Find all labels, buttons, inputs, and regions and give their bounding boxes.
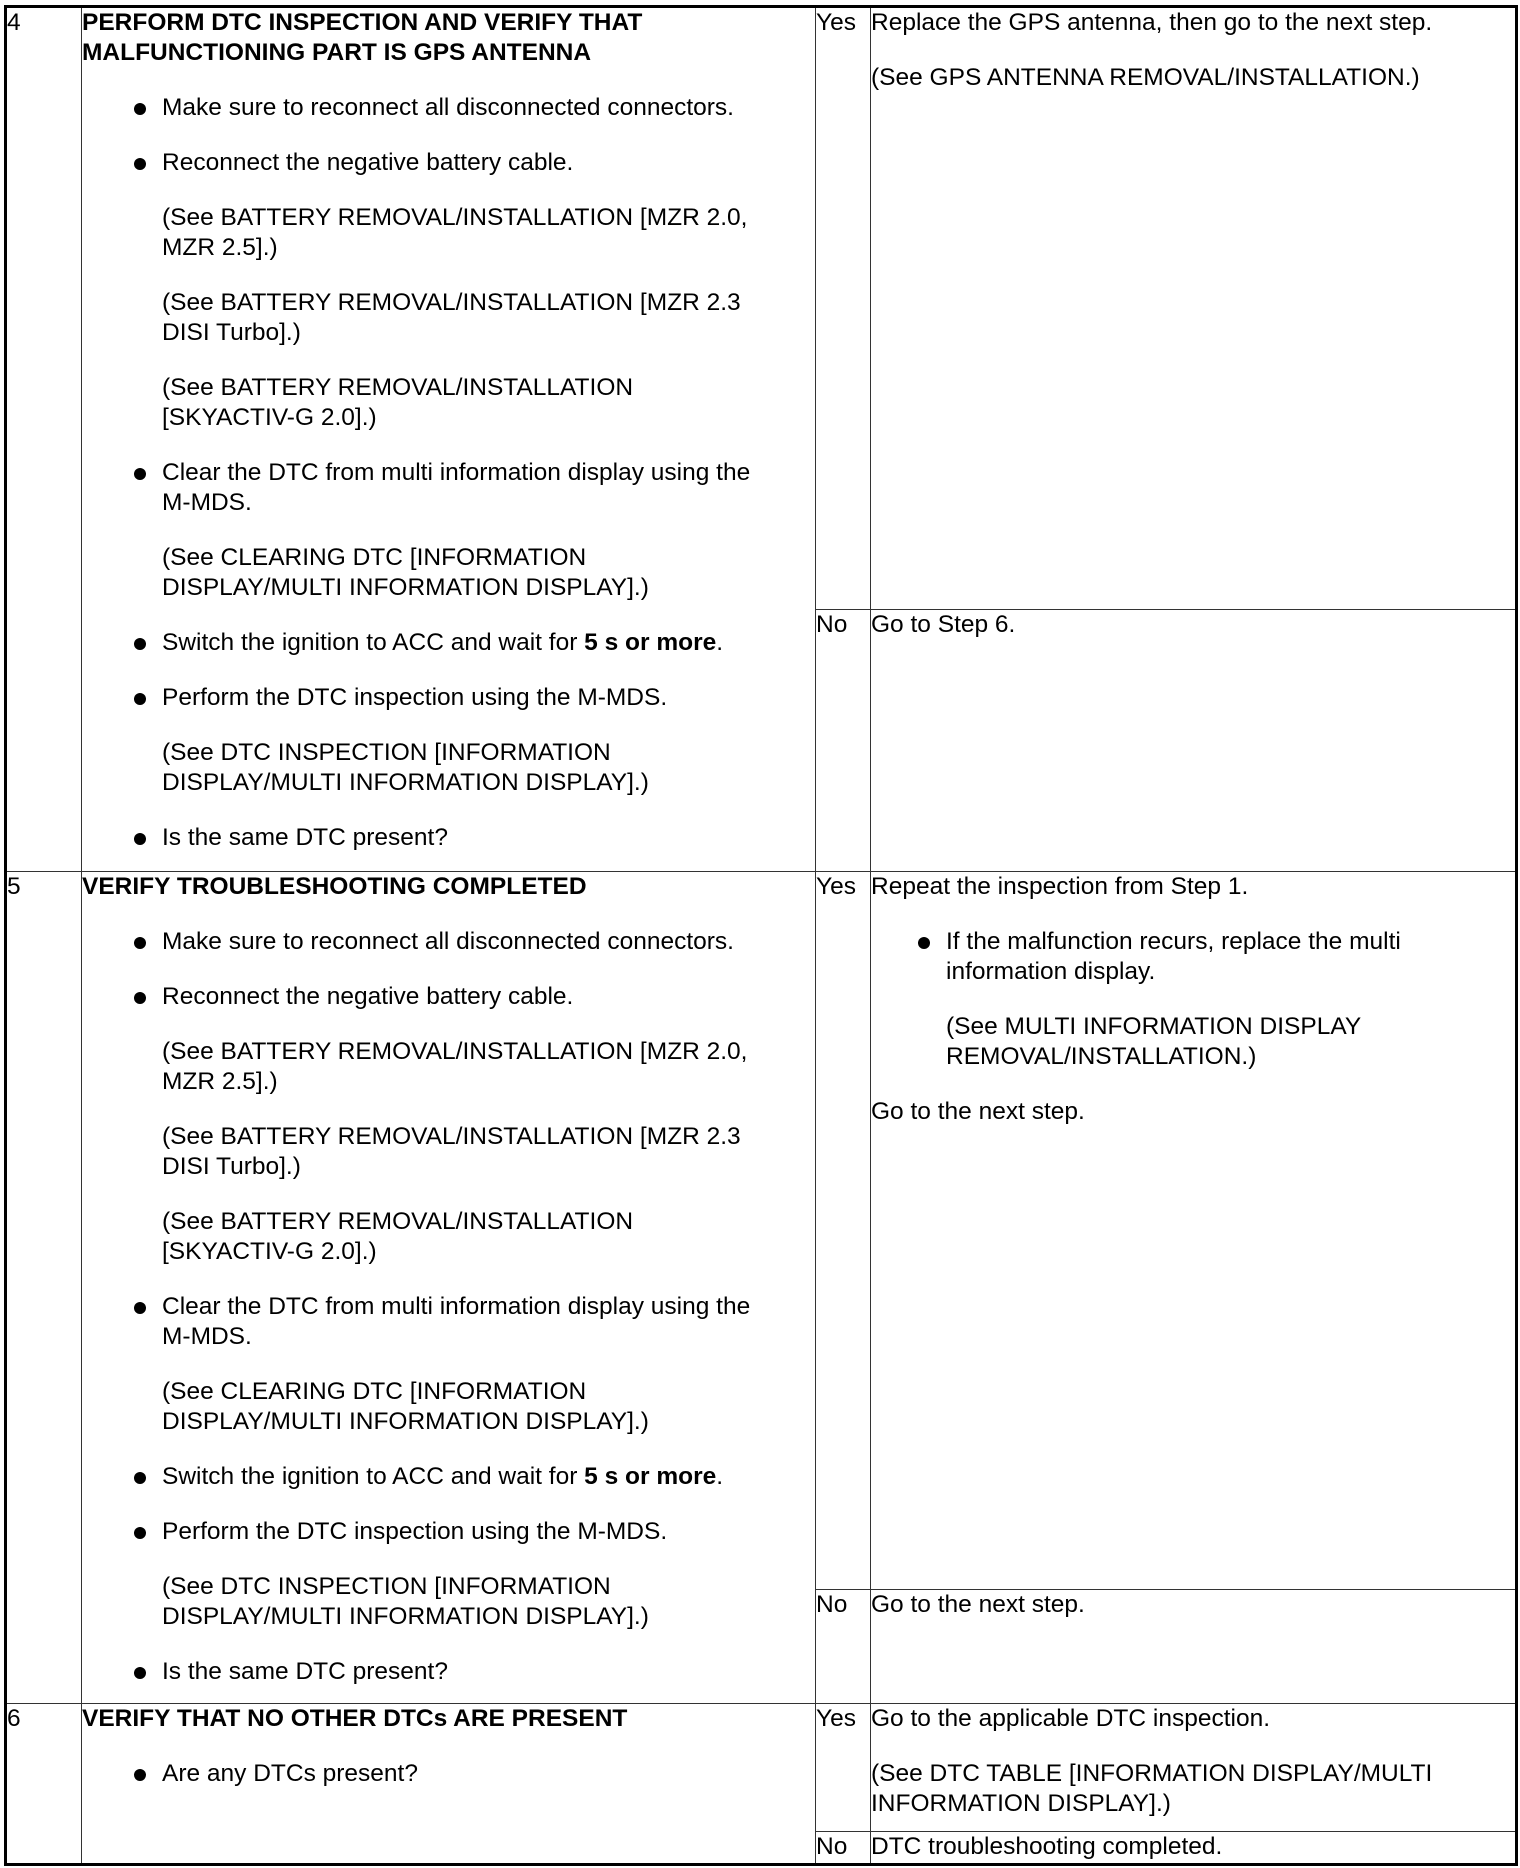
step-description: [82, 7, 816, 872]
reference-line: (See BATTERY REMOVAL/INSTALLATION [MZR 2.0,: [162, 1038, 748, 1065]
no-label: No: [816, 610, 871, 872]
action-text: Go to Step 6.: [871, 611, 1016, 638]
yes-action: [871, 872, 1517, 1590]
bullet-text: Reconnect the negative battery cable.: [162, 983, 574, 1010]
bullet-text: Switch the ignition to ACC and wait for: [162, 1463, 585, 1490]
reference-link[interactable]: [82, 288, 815, 348]
yes-label: Yes: [816, 872, 871, 1590]
reference-line: (See BATTERY REMOVAL/INSTALLATION: [162, 374, 634, 401]
reference-link[interactable]: [82, 373, 815, 433]
step-title-line: MALFUNCTIONING PART IS GPS ANTENNA: [82, 39, 592, 66]
reference-line: DISPLAY/MULTI INFORMATION DISPLAY].): [162, 1603, 649, 1630]
bullet-item: [82, 458, 815, 518]
bullet-text: Switch the ignition to ACC and wait for: [162, 629, 585, 656]
reference-link[interactable]: [871, 1012, 1515, 1072]
bullet-text: Is the same DTC present?: [162, 824, 448, 851]
step-title: VERIFY THAT NO OTHER DTCs ARE PRESENT: [82, 1705, 628, 1732]
bullet-text: M-MDS.: [162, 1323, 252, 1350]
reference-link[interactable]: [82, 1122, 815, 1182]
action-text: Repeat the inspection from Step 1.: [871, 873, 1249, 900]
bullet-text: .: [716, 629, 724, 656]
no-action: [871, 1590, 1517, 1704]
action-text: Go to the next step.: [871, 1591, 1085, 1618]
bullet-item: [82, 683, 815, 713]
reference-link[interactable]: [82, 1037, 815, 1097]
step-row: [6, 7, 1517, 610]
bullet-emphasis: 5 s or more: [584, 629, 717, 656]
yes-label: Yes: [816, 7, 871, 610]
reference-line: [SKYACTIV-G 2.0].): [162, 404, 377, 431]
reference-line: (See MULTI INFORMATION DISPLAY: [946, 1013, 1362, 1040]
bullet-item: [82, 1292, 815, 1352]
reference-line: REMOVAL/INSTALLATION.): [946, 1043, 1257, 1070]
no-action: [871, 610, 1517, 872]
reference-link[interactable]: [82, 543, 815, 603]
reference-link[interactable]: [82, 203, 815, 263]
action-text: Replace the GPS antenna, then go to the next step.: [871, 9, 1433, 36]
troubleshooting-table: [4, 5, 1518, 1866]
step-number: 4: [6, 7, 82, 872]
step-number: 6: [6, 1704, 82, 1865]
reference-link[interactable]: [82, 738, 815, 798]
step-number: 5: [6, 872, 82, 1704]
step-title: [82, 8, 815, 68]
bullet-text: information display.: [946, 958, 1156, 985]
bullet-text: If the malfunction recurs, replace the multi: [946, 928, 1401, 955]
bullet-text: M-MDS.: [162, 489, 252, 516]
no-label: No: [816, 1590, 871, 1704]
bullet-text: Clear the DTC from multi information display using the: [162, 1293, 751, 1320]
reference-line: (See CLEARING DTC [INFORMATION: [162, 544, 587, 571]
reference-line: DISPLAY/MULTI INFORMATION DISPLAY].): [162, 1408, 649, 1435]
action-text: Go to the next step.: [871, 1098, 1085, 1125]
reference-line: (See DTC INSPECTION [INFORMATION: [162, 1573, 611, 1600]
reference-link[interactable]: [871, 1759, 1515, 1819]
action-text: Go to the applicable DTC inspection.: [871, 1705, 1271, 1732]
reference-line: (See BATTERY REMOVAL/INSTALLATION [MZR 2.3: [162, 289, 741, 316]
reference-line: DISPLAY/MULTI INFORMATION DISPLAY].): [162, 769, 649, 796]
bullet-text: Make sure to reconnect all disconnected connectors.: [162, 928, 734, 955]
reference-line: INFORMATION DISPLAY].): [871, 1790, 1171, 1817]
bullet-item: [82, 93, 815, 123]
reference-line: (See DTC TABLE [INFORMATION DISPLAY/MULTI: [871, 1760, 1433, 1787]
bullet-item: [82, 148, 815, 178]
reference-line: (See BATTERY REMOVAL/INSTALLATION [MZR 2.3: [162, 1123, 741, 1150]
bullet-item: [82, 1462, 815, 1492]
bullet-item: [82, 823, 815, 853]
yes-action: [871, 1704, 1517, 1832]
bullet-item: [82, 628, 815, 658]
step-description: [82, 1704, 816, 1865]
bullet-text: Clear the DTC from multi information display using the: [162, 459, 751, 486]
bullet-item: [82, 1517, 815, 1547]
step-title: VERIFY TROUBLESHOOTING COMPLETED: [82, 873, 587, 900]
reference-line: (See BATTERY REMOVAL/INSTALLATION [MZR 2.0,: [162, 204, 748, 231]
reference-line: (See DTC INSPECTION [INFORMATION: [162, 739, 611, 766]
bullet-text: .: [716, 1463, 724, 1490]
bullet-text: Make sure to reconnect all disconnected connectors.: [162, 94, 734, 121]
bullet-text: Perform the DTC inspection using the M-MDS.: [162, 684, 668, 711]
bullet-text: Reconnect the negative battery cable.: [162, 149, 574, 176]
bullet-item: [82, 982, 815, 1012]
reference-line: DISI Turbo].): [162, 319, 301, 346]
reference-line: MZR 2.5].): [162, 234, 278, 261]
action-text: DTC troubleshooting completed.: [871, 1833, 1223, 1860]
bullet-text: Are any DTCs present?: [162, 1760, 418, 1787]
bullet-item: [82, 1657, 815, 1687]
yes-action: [871, 7, 1517, 610]
bullet-item: [82, 1759, 815, 1789]
no-action: [871, 1832, 1517, 1865]
reference-line: DISI Turbo].): [162, 1153, 301, 1180]
reference-line: (See CLEARING DTC [INFORMATION: [162, 1378, 587, 1405]
step-title-line: PERFORM DTC INSPECTION AND VERIFY THAT: [82, 9, 643, 36]
bullet-emphasis: 5 s or more: [584, 1463, 717, 1490]
step-description: [82, 872, 816, 1704]
reference-link[interactable]: (See GPS ANTENNA REMOVAL/INSTALLATION.): [871, 64, 1420, 91]
reference-line: MZR 2.5].): [162, 1068, 278, 1095]
reference-link[interactable]: [82, 1572, 815, 1632]
yes-label: Yes: [816, 1704, 871, 1832]
bullet-item: [871, 927, 1515, 987]
step-row: [6, 872, 1517, 1590]
step-row: [6, 1704, 1517, 1832]
reference-link[interactable]: [82, 1207, 815, 1267]
reference-line: [SKYACTIV-G 2.0].): [162, 1238, 377, 1265]
no-label: No: [816, 1832, 871, 1865]
reference-link[interactable]: [82, 1377, 815, 1437]
bullet-text: Perform the DTC inspection using the M-MDS.: [162, 1518, 668, 1545]
bullet-text: Is the same DTC present?: [162, 1658, 448, 1685]
bullet-item: [82, 927, 815, 957]
reference-line: DISPLAY/MULTI INFORMATION DISPLAY].): [162, 574, 649, 601]
reference-line: (See BATTERY REMOVAL/INSTALLATION: [162, 1208, 634, 1235]
